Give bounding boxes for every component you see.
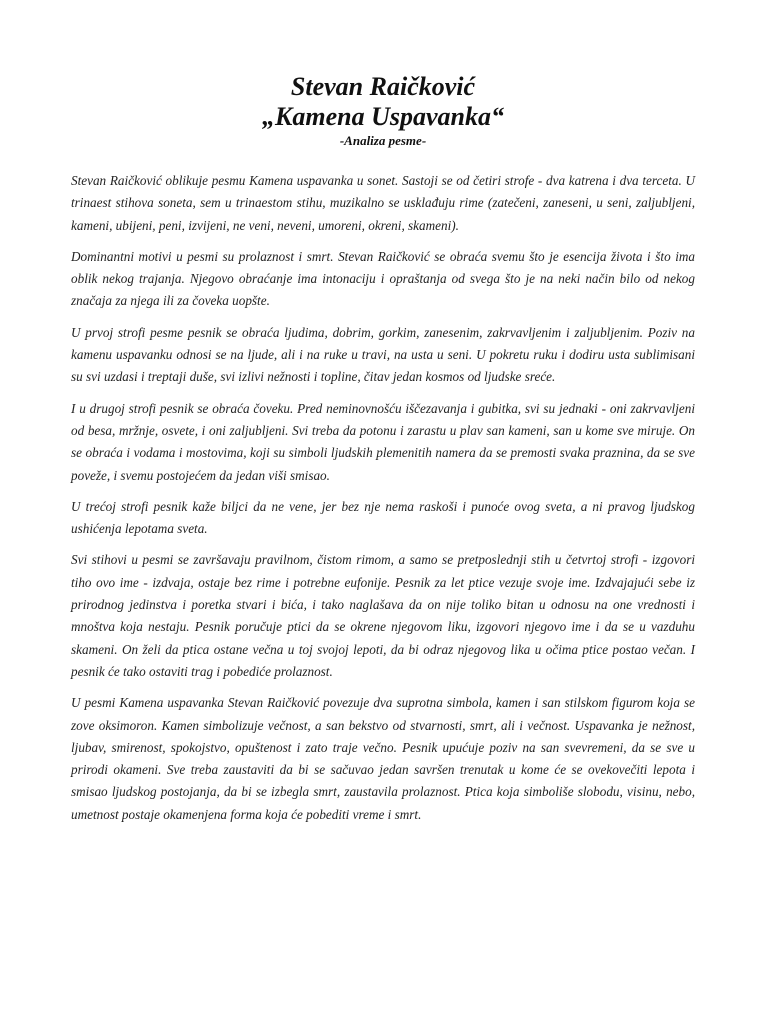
analysis-body xyxy=(71,170,695,826)
paragraph-1: Stevan Raičković oblikuje pesmu Kamena uspavanka u sonet. Sastoji se od četiri strofe - dva katrena i dva terceta. U trinaest stihova soneta, sem u trinaestom stihu, muzikalno se usklađuju rime (zatečeni, zaneseni, u seni, zaljubljeni, kameni, ubijeni, peni, izvijeni, ne veni, neveni, umoreni, okreni, skameni). xyxy=(71,173,695,233)
paragraph-2: Dominantni motivi u pesmi su prolaznost i smrt. Stevan Raičković se obraća svemu što je esencija života i što ima oblik nekog trajanja. Njegovo obraćanje ima intonaciju i opraštanja od svega što je na neki način bilo od nekog značaja za njega ili za čoveka uopšte. xyxy=(71,248,695,309)
paragraph-6: Svi stihovi u pesmi se završavaju pravilnom, čistom rimom, a samo se pretposlednji stih u četvrtoj strofi - izgovori tiho ovo ime - izdvaja, ostaje bez rime i potrebne eufonije. Pesnik za let ptice vezuje svoje ime. Izdvajajući sebe iz prirodnog jedinstva i poretka stvari i bića, i tako naglašava da on nije toliko bitan u odnosu na one vrednosti i mnoštva koja nestaju. Pesnik poručuje ptici da se okrene njegovom liku, izgovori njegovo ime i da se u vazduhu skameni. On želi da ptica ostane večna u toj svojoj lepoti, da bi odraz njegovog lika u očima ptice postao večan. I pesnik će tako ostaviti trag i pobediće prolaznost. xyxy=(71,552,695,679)
document-page xyxy=(71,72,695,835)
paragraph-5: U trećoj strofi pesnik kaže biljci da ne vene, jer bez nje nema raskoši i punoće ovog sveta, a ni pravog ljudskog ushićenja lepotama sveta. xyxy=(71,498,695,537)
document-subtitle: -Analiza pesme- xyxy=(339,133,427,148)
author-heading: Stevan Raičković xyxy=(290,72,476,101)
paragraph-4: I u drugoj strofi pesnik se obraća čoveku. Pred neminovnošću iščezavanja i gubitka, svi su jednaki - oni zakrvavljeni od besa, mržnje, osvete, i oni zaljubljeni. Svi treba da potonu i zarastu u plav san kameni, san u kome sve miruje. On se obraća i vodama i mostovima, koji su simboli ljudskih plemenitih namera da se premosti svaka praznina, da se sve poveže, i svemu postojećem da jedan viši smisao. xyxy=(71,400,695,483)
poem-title: „Kamena Uspavanka“ xyxy=(262,102,504,131)
paragraph-3: U prvoj strofi pesme pesnik se obraća ljudima, dobrim, gorkim, zanesenim, zakrvavljenim i zaljubljenim. Poziv na kamenu uspavanku odnosi se na ljude, ali i na ruke u travi, na usta u seni. U pokretu ruku i dodiru usta sublimisani su svi uzdasi i treptaji duše, svi izlivi nežnosti i topline, čitav jedan kosmos od ljudske sreće. xyxy=(71,324,695,385)
paragraph-7: U pesmi Kamena uspavanka Stevan Raičković povezuje dva suprotna simbola, kamen i san stilskom figurom koja se zove oksimoron. Kamen simbolizuje večnost, a san bekstvo od stvarnosti, smrt, ali i večnost. Uspavanka je nežnost, ljubav, smirenost, spokojstvo, opuštenost i zato traje večno. Pesnik upućuje poziv na san svevremeni, da se sve u prirodi okameni. Sve treba zaustaviti da bi se sačuvao jedan savršen trenutak u kome će se ovekovečiti lepota i smisao ljudskog postojanja, da bi se izbegla smrt, zaustavila prolaznost. Ptica koja simboliše slobodu, visinu, nebo, umetnost postaje okamenjena forma koja će pobediti vreme i smrt. xyxy=(71,695,695,822)
